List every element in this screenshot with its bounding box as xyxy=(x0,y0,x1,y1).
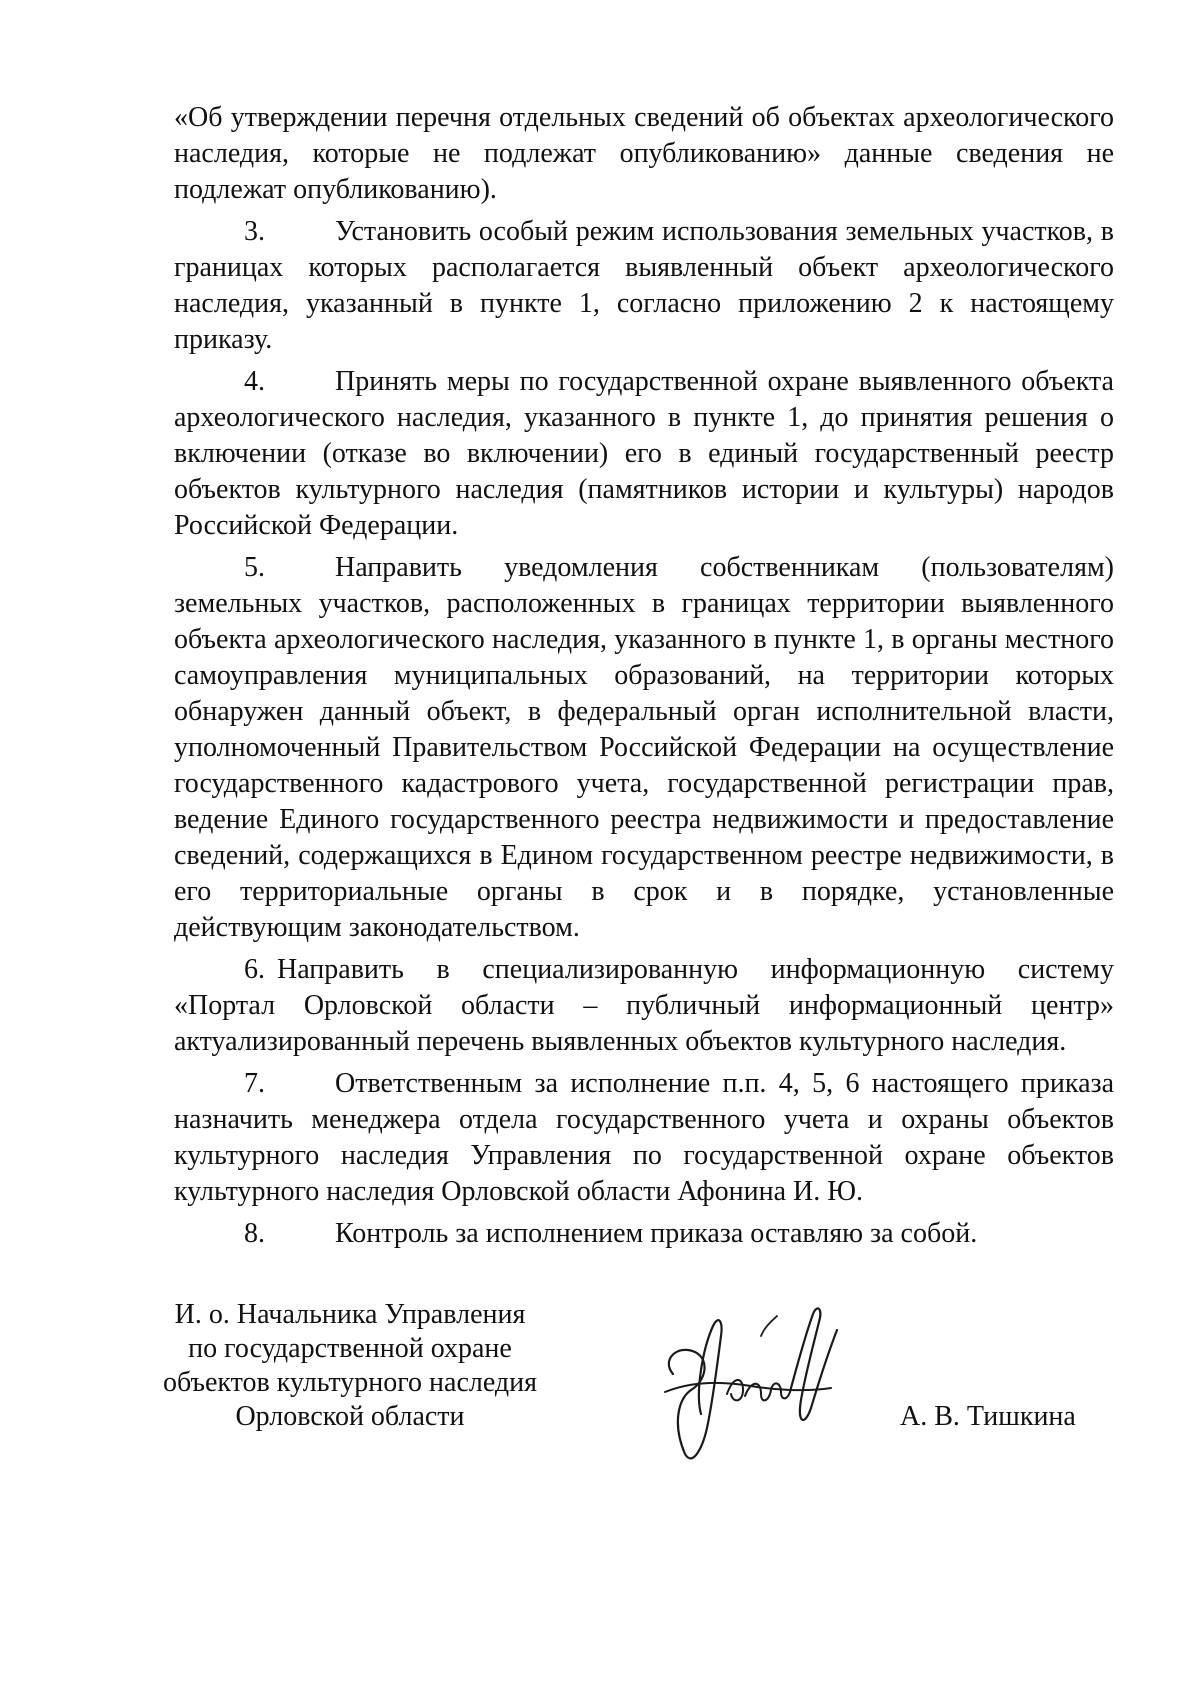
handwritten-signature xyxy=(655,1296,855,1466)
position-line: И. о. Начальника Управления xyxy=(174,1299,526,1330)
clause-text: Установить особый режим использования земельных участков, в границах которых располагается выявленный объект археологического наследия, указанный в пункте 1, согласно приложению 2 к настоящему приказу. xyxy=(174,216,1114,355)
position-line: объектов культурного наследия xyxy=(162,1367,538,1398)
clause-8 xyxy=(174,1216,1114,1252)
clause-text: Принять меры по государственной охране выявленного объекта археологического наследия, указанного в пункте 1, до принятия решения о включении (отказе во включении) его в единый государственный реестр объектов культурного наследия (памятников истории и культуры) народов Российской Федерации. xyxy=(174,366,1114,541)
clause-text: Ответственным за исполнение п.п. 4, 5, 6 настоящего приказа назначить менеджера отдела государственного учета и охраны объектов культурного наследия Управления по государственной охране объектов культурного наследия Орловской области Афонина И. Ю. xyxy=(174,1068,1114,1207)
clause-number: 8. xyxy=(244,1218,265,1249)
clause-number: 5. xyxy=(244,552,265,583)
clause-3 xyxy=(174,214,1114,358)
clause-number: 3. xyxy=(244,216,265,247)
clause-number: 6. xyxy=(244,954,265,985)
clause-6 xyxy=(174,952,1114,1060)
intro-continuation: «Об утверждении перечня отдельных сведений об объектах археологического наследия, которые не подлежат опубликованию» данные сведения не подлежат опубликованию). xyxy=(174,102,1114,205)
clause-text: Направить в специализированную информационную систему «Портал Орловской области – публичный информационный центр» актуализированный перечень выявленных объектов культурного наследия. xyxy=(174,954,1114,1057)
clause-number: 7. xyxy=(244,1068,265,1099)
document-body xyxy=(174,100,1114,1258)
clause-5 xyxy=(174,550,1114,946)
clause-4 xyxy=(174,364,1114,544)
clause-text: Контроль за исполнением приказа оставляю за собой. xyxy=(335,1218,978,1249)
signatory-position xyxy=(160,1298,540,1434)
position-line: по государственной охране xyxy=(188,1333,512,1364)
signer-name: А. В. Тишкина xyxy=(900,1401,1076,1432)
clause-text: Направить уведомления собственникам (пользователям) земельных участков, расположенных в границах территории выявленного объекта археологического наследия, указанного в пункте 1, в органы местного самоуправления муниципальных образований, на территории которых обнаружен данный объект, в федеральный орган исполнительной власти, уполномоченный Правительством Российской Федерации на осуществление государственного кадастрового учета, государственной регистрации прав, ведение Единого государственного реестра недвижимости и предоставление сведений, содержащихся в Едином государственном реестре недвижимости, в его территориальные органы в срок и в порядке, установленные действующим законодательством. xyxy=(174,552,1114,943)
position-line: Орловской области xyxy=(235,1401,465,1432)
clause-7 xyxy=(174,1066,1114,1210)
clause-number: 4. xyxy=(244,366,265,397)
